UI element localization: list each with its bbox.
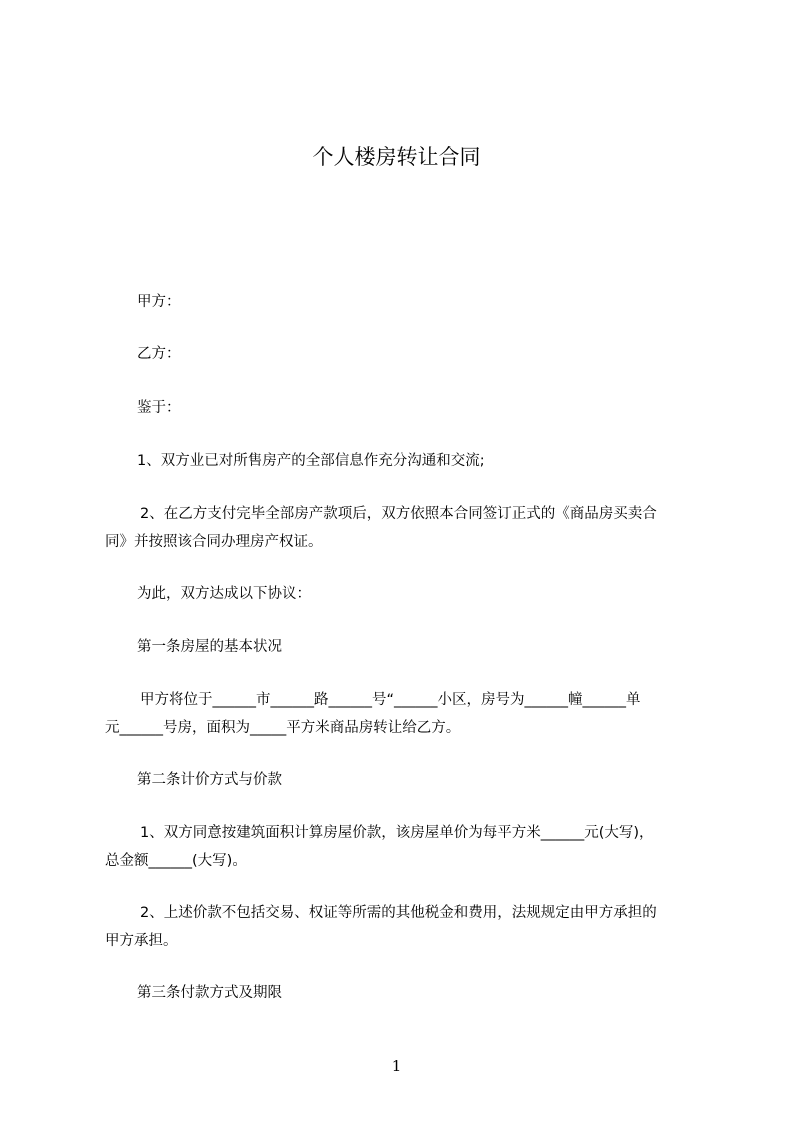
- whereas-clause-1: 1、双方业已对所售房产的全部信息作充分沟通和交流;: [137, 453, 485, 469]
- article-3-heading: 第三条付款方式及期限: [137, 985, 282, 1001]
- article-1-line-1: 甲方将位于______市______路______号“______小区，房号为______幢______单: [140, 692, 641, 708]
- whereas-clause-2-line-1: 2、在乙方支付完毕全部房产款项后，双方依照本合同签订正式的《商品房买卖合: [140, 506, 657, 522]
- article-1-heading: 第一条房屋的基本状况: [137, 639, 282, 655]
- whereas-clause-2-line-2: 同》并按照该合同办理房产权证。: [105, 534, 323, 550]
- article-2-item-1: [105, 819, 715, 875]
- article-2-item-1-line-2: 总金额______(大写)。: [105, 853, 247, 869]
- article-2-item-2-line-1: 2、上述价款不包括交易、权证等所需的其他税金和费用，法规规定由甲方承担的: [140, 905, 657, 921]
- whereas-label: 鉴于：: [137, 400, 181, 416]
- party-b-label: 乙方：: [137, 346, 181, 362]
- article-2-item-2-line-2: 甲方承担。: [105, 933, 178, 949]
- article-1-body: [105, 686, 715, 742]
- page-number: 1: [391, 1057, 402, 1075]
- agreement-intro: 为此，双方达成以下协议：: [137, 586, 311, 602]
- article-2-heading: 第二条计价方式与价款: [137, 772, 282, 788]
- article-1-line-2: 元______号房，面积为_____平方米商品房转让给乙方。: [105, 720, 461, 736]
- article-2-item-1-line-1: 1、双方同意按建筑面积计算房屋价款，该房屋单价为每平方米______元(大写)，: [140, 825, 654, 841]
- party-a-label: 甲方：: [137, 294, 181, 310]
- article-2-item-2: [105, 899, 715, 955]
- whereas-clause-2: [105, 500, 715, 556]
- page-title: 个人楼房转让合同: [312, 145, 481, 169]
